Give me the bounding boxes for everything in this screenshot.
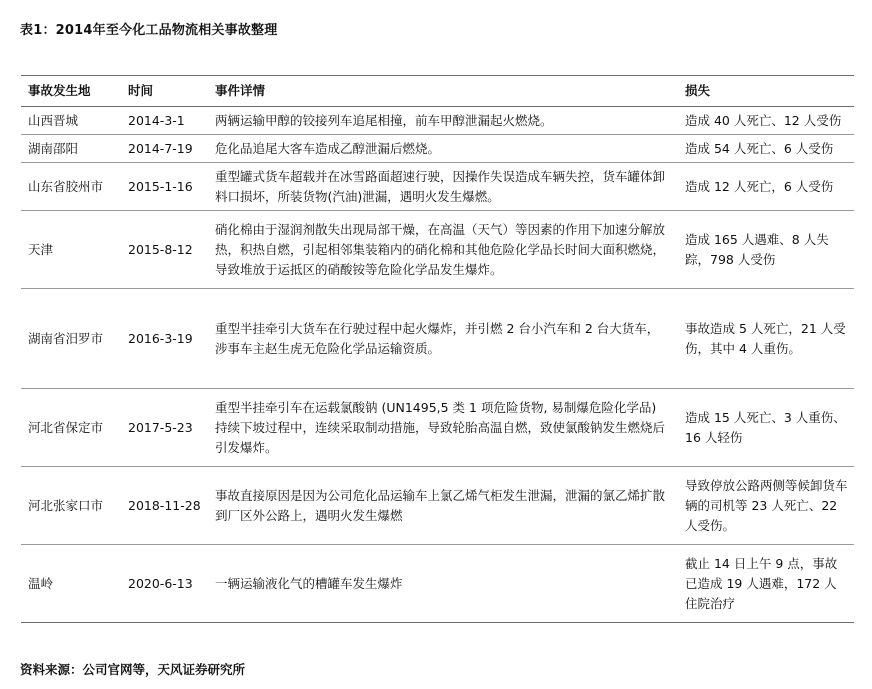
cell-details: 重型罐式货车超载并在冰雪路面超速行驶，因操作失误造成车辆失控，货车罐体卸料口损坏，所装货物(汽油)泄漏，遇明火发生爆燃。 [208, 163, 678, 211]
table-row [21, 107, 854, 135]
accident-table [21, 75, 854, 623]
table-caption: 表1：2014年至今化工品物流相关事故整理 [20, 23, 278, 38]
cell-loss: 截止 14 日上午 9 点，事故已造成 19 人遇难，172 人住院治疗 [678, 545, 854, 623]
cell-time: 2020-6-13 [121, 545, 208, 623]
cell-time: 2015-8-12 [121, 211, 208, 289]
cell-location: 河北省保定市 [21, 389, 121, 467]
cell-details: 硝化棉由于湿润剂散失出现局部干燥，在高温（天气）等因素的作用下加速分解放热，积热自燃，引起相邻集装箱内的硝化棉和其他危险化学品长时间大面积燃烧，导致堆放于运抵区的硝酸铵等危险化学品发生爆炸。 [208, 211, 678, 289]
cell-location: 湖南省汨罗市 [21, 289, 121, 389]
cell-location: 山西晋城 [21, 107, 121, 135]
cell-details: 事故直接原因是因为公司危化品运输车上氯乙烯气柜发生泄漏，泄漏的氯乙烯扩散到厂区外公路上，遇明火发生爆燃 [208, 467, 678, 545]
cell-time: 2016-3-19 [121, 289, 208, 389]
cell-location: 河北张家口市 [21, 467, 121, 545]
cell-time: 2014-7-19 [121, 135, 208, 163]
cell-loss: 造成 15 人死亡、3 人重伤、16 人轻伤 [678, 389, 854, 467]
cell-loss: 造成 165 人遇难、8 人失踪，798 人受伤 [678, 211, 854, 289]
header-details: 事件详情 [208, 76, 678, 107]
table-row [21, 135, 854, 163]
cell-location: 天津 [21, 211, 121, 289]
cell-location: 湖南邵阳 [21, 135, 121, 163]
cell-details: 一辆运输液化气的槽罐车发生爆炸 [208, 545, 678, 623]
table-row [21, 211, 854, 289]
cell-details: 重型半挂牵引车在运载氯酸钠 (UN1495,5 类 1 项危险货物, 易制爆危险化学品) 持续下坡过程中，连续采取制动措施，导致轮胎高温自燃，致使氯酸钠发生燃烧后引发爆炸。 [208, 389, 678, 467]
header-location: 事故发生地 [21, 76, 121, 107]
cell-time: 2015-1-16 [121, 163, 208, 211]
cell-time: 2018-11-28 [121, 467, 208, 545]
cell-loss: 造成 54 人死亡、6 人受伤 [678, 135, 854, 163]
cell-details: 危化品追尾大客车造成乙醇泄漏后燃烧。 [208, 135, 678, 163]
cell-loss: 造成 12 人死亡，6 人受伤 [678, 163, 854, 211]
table-row [21, 163, 854, 211]
table-row [21, 389, 854, 467]
cell-details: 重型半挂牵引大货车在行驶过程中起火爆炸，并引燃 2 台小汽车和 2 台大货车，涉事车主赵生虎无危险化学品运输资质。 [208, 289, 678, 389]
cell-time: 2014-3-1 [121, 107, 208, 135]
cell-location: 温岭 [21, 545, 121, 623]
cell-loss: 事故造成 5 人死亡，21 人受伤，其中 4 人重伤。 [678, 289, 854, 389]
table-row [21, 289, 854, 389]
header-loss: 损失 [678, 76, 854, 107]
cell-time: 2017-5-23 [121, 389, 208, 467]
source-note: 资料来源：公司官网等，天风证券研究所 [20, 662, 246, 677]
cell-location: 山东省胶州市 [21, 163, 121, 211]
cell-details: 两辆运输甲醇的铰接列车追尾相撞，前车甲醇泄漏起火燃烧。 [208, 107, 678, 135]
table-row [21, 545, 854, 623]
table-header-row [21, 76, 854, 107]
header-time: 时间 [121, 76, 208, 107]
table-row [21, 467, 854, 545]
cell-loss: 导致停放公路两侧等候卸货车辆的司机等 23 人死亡、22 人受伤。 [678, 467, 854, 545]
cell-loss: 造成 40 人死亡、12 人受伤 [678, 107, 854, 135]
